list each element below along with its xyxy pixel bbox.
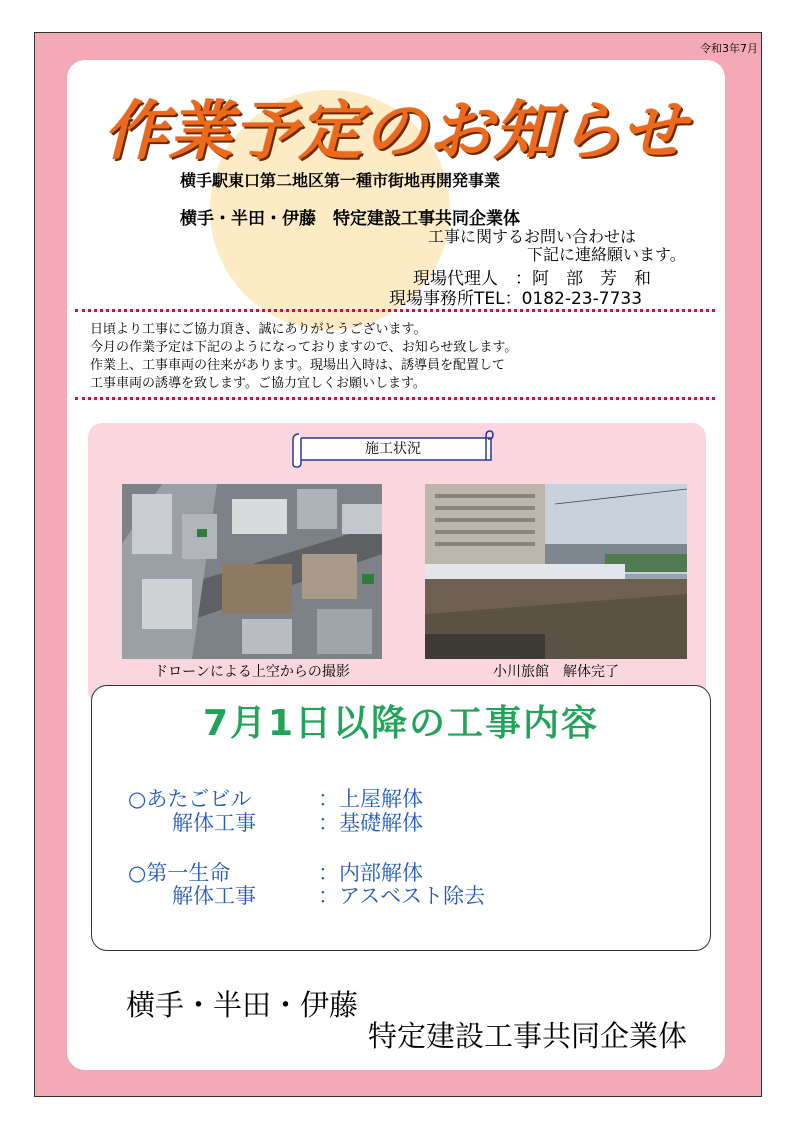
- work-group-sub: 解体工事: [172, 811, 256, 835]
- work-item: ：上屋解体: [318, 787, 423, 811]
- footer-line-2: 特定建設工事共同企業体: [368, 1019, 688, 1053]
- site-agent: 現場代理人 ：阿 部 芳 和: [413, 269, 651, 289]
- contractor-name: 横手・半田・伊藤 特定建設工事共同企業体: [180, 209, 520, 229]
- work-group-name: ○あたごビル: [128, 787, 252, 811]
- work-item: ：内部解体: [318, 861, 423, 885]
- contact-line-2: 下記に連絡願います。: [527, 245, 686, 264]
- work-item: ：アスベスト除去: [318, 884, 486, 908]
- photo-caption: ドローンによる上空からの撮影: [154, 664, 350, 680]
- photo-caption: 小川旅館 解体完了: [493, 664, 619, 680]
- project-name: 横手駅東口第二地区第一種市街地再開発事業: [180, 171, 501, 190]
- work-item: ：基礎解体: [318, 811, 423, 835]
- divider-bottom: [75, 397, 715, 400]
- divider-top: [75, 309, 715, 312]
- contact-line-1: 工事に関するお問い合わせは: [428, 227, 637, 246]
- notice-line: 作業上、工事車両の往来があります。現場出入時は、誘導員を配置して: [90, 358, 505, 373]
- work-title: 7月1日以降の工事内容: [202, 703, 600, 744]
- notice-line: 日頃より工事にご協力頂き、誠にありがとうございます。: [90, 322, 427, 337]
- notice-line: 工事車両の誘導を致します。ご協力宜しくお願いします。: [90, 376, 426, 391]
- footer-line-1: 横手・半田・伊藤: [126, 988, 359, 1022]
- work-group-sub: 解体工事: [172, 884, 256, 908]
- site-office-tel: 現場事務所TEL：0182-23-7733: [389, 289, 643, 309]
- work-group-name: ○第一生命: [128, 861, 231, 885]
- page-title: 作業予定のお知らせ: [103, 94, 687, 169]
- section-label: 施工状況: [365, 441, 421, 457]
- aerial-drone-photo: [122, 484, 382, 659]
- notice-line: 今月の作業予定は下記のようになっておりますので、お知らせ致します。: [90, 340, 518, 355]
- demolition-site-photo: [425, 484, 687, 659]
- issue-date: 令和3年7月: [700, 42, 758, 55]
